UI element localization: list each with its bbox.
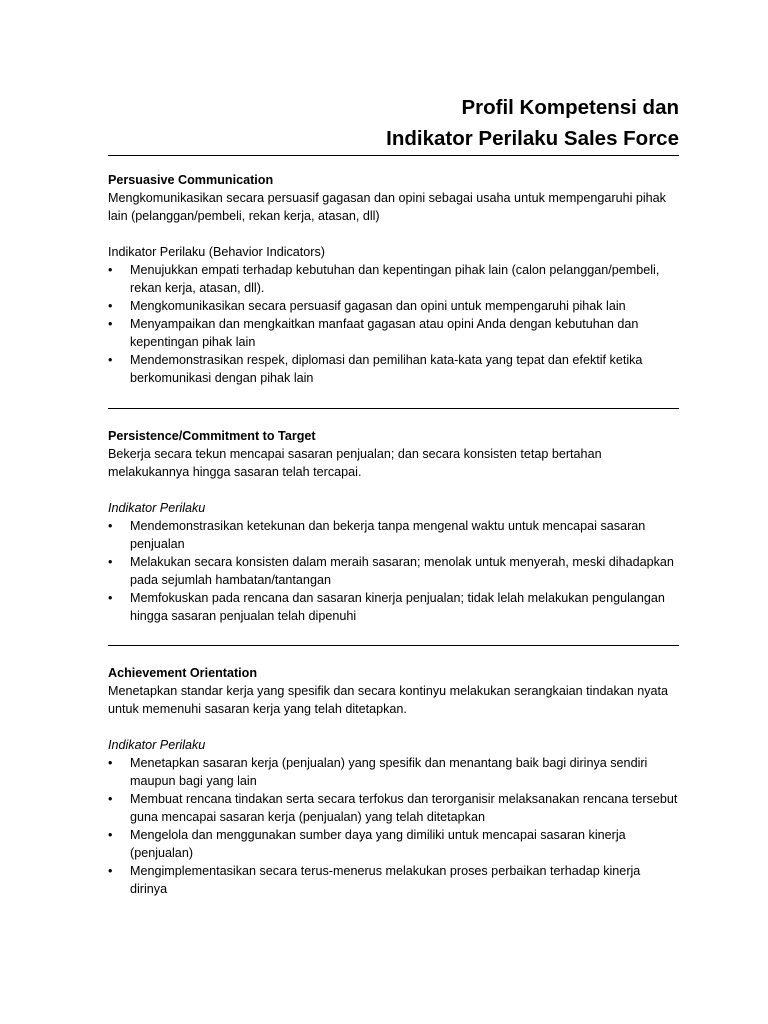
section-description: Bekerja secara tekun mencapai sasaran penjualan; dan secara konsisten tetap bertahan melakukannya hingga sasaran telah tercapai. (108, 447, 602, 479)
indicator-list (108, 517, 679, 625)
indicator-label: Indikator Perilaku (Behavior Indicators) (108, 245, 325, 259)
list-item-text: Menujukkan empati terhadap kebutuhan dan kepentingan pihak lain (calon pelanggan/pembeli, rekan kerja, atasan, dll). (130, 263, 660, 295)
list-item (108, 315, 679, 351)
section-persuasive-communication (108, 171, 679, 387)
bullet-icon: • (108, 591, 113, 605)
bullet-icon: • (108, 353, 113, 367)
bullet-icon: • (108, 317, 113, 331)
bullet-icon: • (108, 756, 113, 770)
list-item-text: Menyampaikan dan mengkaitkan manfaat gagasan atau opini Anda dengan kebutuhan dan kepentingan pihak lain (130, 317, 639, 349)
list-item (108, 826, 679, 862)
section-description: Menetapkan standar kerja yang spesifik dan secara kontinyu melakukan serangkaian tindakan nyata untuk memenuhi sasaran kerja yang telah ditetapkan. (108, 684, 669, 716)
divider-top (108, 155, 679, 156)
list-item (108, 589, 679, 625)
bullet-icon: • (108, 299, 113, 313)
section-title: Persistence/Commitment to Target (108, 429, 316, 443)
indicator-list (108, 261, 679, 387)
section-persistence-commitment (108, 427, 679, 625)
bullet-icon: • (108, 864, 113, 878)
section-title: Achievement Orientation (108, 666, 258, 680)
list-item (108, 351, 679, 387)
list-item-text: Mendemonstrasikan respek, diplomasi dan pemilihan kata-kata yang tepat dan efektif ketika berkomunikasi dengan pihak lain (130, 353, 643, 385)
list-item-text: Menetapkan sasaran kerja (penjualan) yang spesifik dan menantang baik bagi dirinya sendiri maupun bagi yang lain (130, 756, 648, 788)
section-title: Persuasive Communication (108, 173, 274, 187)
list-item-text: Mengelola dan menggunakan sumber daya yang dimiliki untuk mencapai sasaran kinerja (penjualan) (130, 828, 626, 860)
list-item (108, 754, 679, 790)
list-item (108, 261, 679, 297)
list-item (108, 862, 679, 898)
divider-1 (108, 408, 679, 409)
list-item-text: Membuat rencana tindakan serta secara terfokus dan terorganisir melaksanakan rencana tersebut guna mencapai sasaran kerja (penjualan) yang telah ditetapkan (130, 792, 678, 824)
document-title (386, 92, 679, 154)
section-description: Mengkomunikasikan secara persuasif gagasan dan opini sebagai usaha untuk mempengaruhi pihak lain (pelanggan/pembeli, rekan kerja, atasan, dll) (108, 191, 666, 223)
indicator-label: Indikator Perilaku (108, 501, 206, 515)
list-item-text: Mendemonstrasikan ketekunan dan bekerja tanpa mengenal waktu untuk mencapai sasaran penjualan (130, 519, 646, 551)
title-line-2: Indikator Perilaku Sales Force (386, 127, 679, 150)
indicator-list (108, 754, 679, 898)
section-achievement-orientation (108, 664, 679, 898)
bullet-icon: • (108, 519, 113, 533)
list-item (108, 297, 679, 315)
list-item-text: Mengkomunikasikan secara persuasif gagasan dan opini untuk mempengaruhi pihak lain (130, 299, 626, 313)
divider-2 (108, 645, 679, 646)
list-item (108, 790, 679, 826)
bullet-icon: • (108, 555, 113, 569)
bullet-icon: • (108, 792, 113, 806)
title-line-1: Profil Kompetensi dan (461, 96, 679, 119)
list-item-text: Melakukan secara konsisten dalam meraih sasaran; menolak untuk menyerah, meski dihadapkan pada sejumlah hambatan/tantangan (130, 555, 674, 587)
indicator-label: Indikator Perilaku (108, 738, 206, 752)
list-item-text: Memfokuskan pada rencana dan sasaran kinerja penjualan; tidak lelah melakukan pengulangan hingga sasaran penjualan telah dipenuhi (130, 591, 665, 623)
bullet-icon: • (108, 828, 113, 842)
bullet-icon: • (108, 263, 113, 277)
list-item-text: Mengimplementasikan secara terus-menerus melakukan proses perbaikan terhadap kinerja dirinya (130, 864, 641, 896)
list-item (108, 553, 679, 589)
list-item (108, 517, 679, 553)
